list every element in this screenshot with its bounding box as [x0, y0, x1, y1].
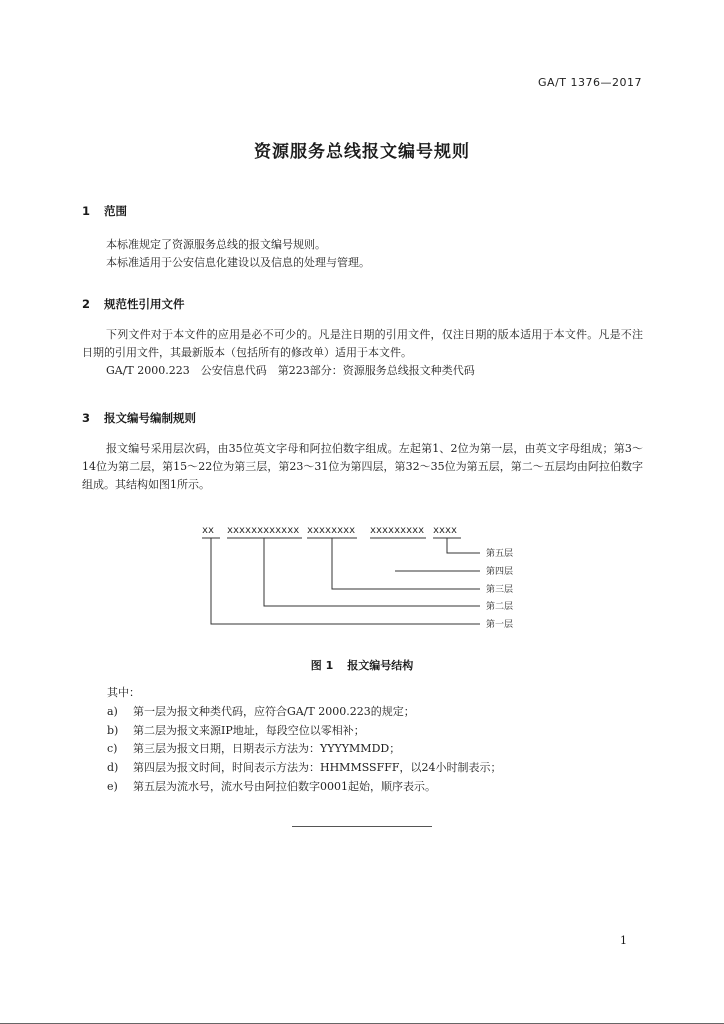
page-number: 1 — [620, 934, 627, 947]
connector-layer-2 — [264, 538, 480, 606]
connector-layer-1 — [211, 538, 480, 624]
item-text: 第四层为报文时间，时间表示方法为：HHMMSSFFF，以24小时制表示； — [133, 761, 502, 775]
document-title: 资源服务总线报文编号规则 — [254, 142, 470, 162]
item-label: d) — [107, 761, 119, 775]
layer-label-4: 第四层 — [486, 567, 514, 577]
standard-code: GA/T 1376—2017 — [538, 76, 642, 89]
item-label: a) — [107, 704, 118, 718]
layer-label-5: 第五层 — [486, 549, 514, 559]
list-item — [107, 703, 501, 722]
paragraph: GA/T 2000.223 公安信息代码 第223部分：资源服务总线报文种类代码 — [106, 364, 475, 377]
paragraph: 本标准规定了资源服务总线的报文编号规则。 — [106, 238, 326, 251]
paragraph: 报文编号采用层次码，由35位英文字母和阿拉伯数字组成。左起第1、2位为第一层，由英文字母组成；第3～14位为第二层，第15～22位为第三层，第23～31位为第四层，第32～35位为第五层，第二～五层均由阿拉伯数字组成。其结构如图1所示。 — [82, 442, 643, 491]
layer-label-3: 第三层 — [486, 585, 514, 595]
section-title: 规范性引用文件 — [104, 297, 185, 311]
code-segment-4: xxxxxxxxx — [370, 525, 425, 536]
layer-label-1: 第一层 — [486, 620, 514, 630]
connector-layer-5 — [447, 538, 480, 553]
section-title: 范围 — [104, 204, 127, 218]
item-label: e) — [107, 779, 118, 793]
list-item — [107, 740, 501, 759]
code-segment-2: xxxxxxxxxxxx — [227, 525, 300, 536]
item-text: 第五层为流水号，流水号由阿拉伯数字0001起始，顺序表示。 — [133, 779, 436, 793]
list-item — [107, 759, 501, 778]
section-number: 2 — [82, 297, 91, 311]
connector-layer-3 — [332, 538, 480, 589]
notes-lead: 其中： — [107, 686, 140, 699]
list-item — [107, 722, 501, 741]
item-label: c) — [107, 742, 118, 756]
end-of-text-rule — [292, 826, 432, 827]
paragraph: 下列文件对于本文件的应用是必不可少的。凡是注日期的引用文件，仅注日期的版本适用于本文件。凡是不注日期的引用文件，其最新版本（包括所有的修改单）适用于本文件。 — [82, 328, 643, 359]
code-segment-1: xx — [202, 525, 215, 536]
figure-number: 图 1 — [310, 659, 334, 672]
layer-label-2: 第二层 — [486, 602, 514, 612]
paragraph: 本标准适用于公安信息化建设以及信息的处理与管理。 — [106, 256, 370, 269]
item-label: b) — [107, 723, 119, 737]
figure-title: 报文编号结构 — [347, 659, 414, 672]
item-text: 第一层为报文种类代码，应符合GA/T 2000.223的规定； — [133, 704, 415, 718]
section-number: 1 — [82, 204, 91, 218]
code-segment-5: xxxx — [433, 525, 458, 536]
section-title: 报文编号编制规则 — [104, 411, 196, 425]
item-text: 第三层为报文日期，日期表示方法为：YYYYMMDD； — [133, 742, 401, 756]
code-segment-3: xxxxxxxx — [307, 525, 356, 536]
figure-caption — [0, 657, 724, 673]
section-number: 3 — [82, 411, 91, 425]
item-text: 第二层为报文来源IP地址，每段空位以零相补； — [133, 723, 365, 737]
list-item — [107, 778, 501, 797]
layer-notes — [107, 684, 501, 797]
